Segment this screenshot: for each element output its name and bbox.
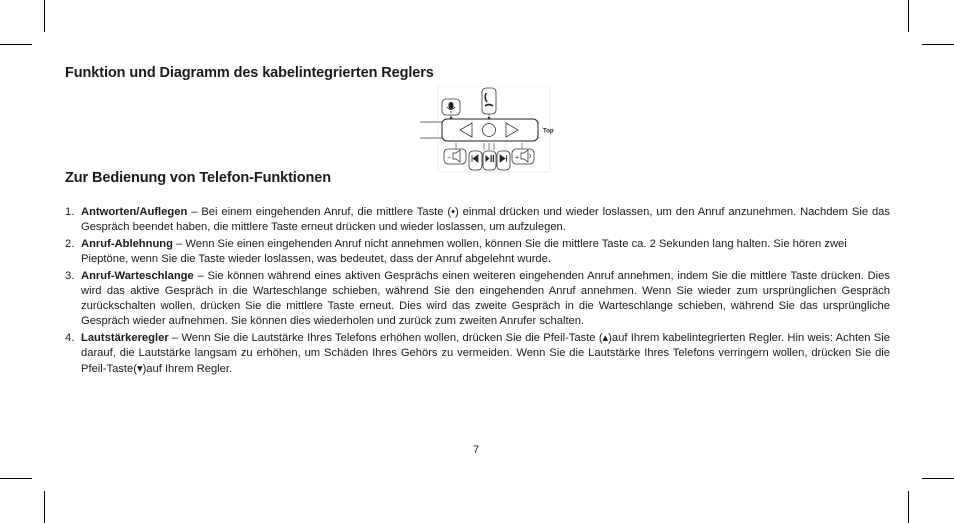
next-track-icon — [497, 151, 510, 170]
list-item-text: Wenn Sie die Lautstärke Ihres Telefons erhöhen wollen, drücken Sie die Pfeil-Taste (▴)auf Ihrem kabelintegrierten Regler. Hin weis: Achten Sie darauf, die Lautstärke langsam zu erhöhen, um Schäden Ihres Gehörs zu vermeiden. Wenn Sie die Lautstärke Ihres Telefons verringern wollen, drücken Sie die Pfeil-Taste(▾)auf Ihrem Regler. — [81, 332, 890, 375]
play-pause-icon — [483, 151, 496, 170]
list-item-number: 1. — [65, 206, 75, 218]
crop-mark-bottom-left-horizontal — [0, 478, 32, 479]
list-item — [65, 331, 890, 377]
volume-up-label: + — [515, 154, 520, 162]
crop-mark-top-right-vertical — [908, 0, 909, 32]
crop-mark-bottom-right-horizontal — [922, 478, 954, 479]
microphone-icon — [442, 99, 460, 120]
list-item-dash: – — [168, 332, 182, 345]
list-item-number: 3. — [65, 269, 75, 282]
list-item-text: Wenn Sie einen eingehenden Anruf nicht annehmen wollen, können Sie die mittlere Taste ca. 2 Sekunden lang halten. Sie hören zwei Pieptöne, wenn Sie die Taste wieder loslassen, was bedeutet, dass der Anruf abgelehnt wurde. — [81, 237, 847, 266]
phone-icon — [482, 88, 496, 120]
remote-body — [442, 119, 538, 141]
list-item-title: Anruf-Ablehnung — [81, 237, 173, 250]
previous-track-icon — [469, 151, 482, 170]
list-item — [65, 205, 890, 235]
list-item-number: 2. — [65, 237, 75, 250]
list-item — [65, 237, 890, 267]
crop-mark-top-left-vertical — [44, 0, 45, 32]
list-item-dash: – — [187, 206, 202, 218]
list-item-dash: – — [172, 237, 186, 250]
section-heading-function-diagram: Funktion und Diagramm des kabelintegrierten Reglers — [65, 65, 434, 81]
top-label: Top — [543, 128, 554, 135]
list-item-number: 4. — [65, 332, 75, 345]
crop-mark-top-left-horizontal — [0, 44, 32, 45]
volume-down-label: − — [447, 154, 452, 162]
crop-mark-top-right-horizontal — [922, 44, 954, 45]
list-item-text: Sie können während eines aktiven Gesprächs einen weiteren eingehenden Anruf annehmen, indem Sie die mittlere Taste drücken. Dies wird das aktive Gespräch in die Warteschlange schieben, während Sie den eingehenden Anruf annehmen. Wenn Sie wieder zum ursprünglichen Gespräch zurückschalten wollen, drücken Sie die mittlere Taste erneut. Dies wird das zweite Gespräch in die Warteschlange schieben, während Sie das ursprüngliche Gespräch wieder aufnehmen. Sie können dies wiederholen und zurück zum zweiten Anrufer schalten. — [81, 269, 890, 328]
list-item-dash: – — [193, 269, 208, 282]
remote-control-diagram — [420, 86, 560, 176]
page-number: 7 — [473, 444, 480, 456]
list-item-text: Bei einem eingehenden Anruf, die mittlere Taste (•) einmal drücken und wieder loslassen, um den Anruf anzunehmen. Nachdem Sie das Gespräch beendet haben, die mittlere Taste erneut drücken und wieder loslassen, um aufzulegen. — [81, 206, 890, 234]
bottom-arrows — [456, 143, 522, 150]
volume-down-icon — [444, 149, 466, 164]
crop-mark-bottom-right-vertical — [908, 491, 909, 523]
list-item-title: Antworten/Auflegen — [81, 206, 188, 218]
list-item — [65, 269, 890, 330]
list-item-title: Anruf-Warteschlange — [81, 269, 194, 282]
volume-up-icon — [512, 149, 534, 164]
section-heading-phone-functions: Zur Bedienung von Telefon-Funktionen — [65, 170, 331, 186]
crop-mark-bottom-left-vertical — [44, 491, 45, 523]
phone-functions-list — [65, 205, 890, 378]
list-item-title: Lautstärkeregler — [81, 332, 169, 345]
